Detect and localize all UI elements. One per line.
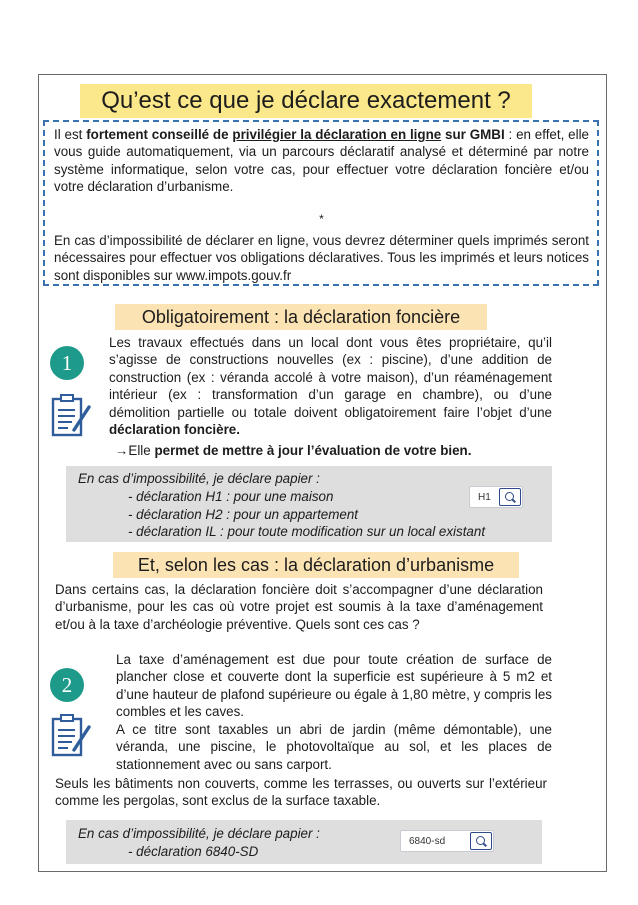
clipboard-icon (50, 714, 94, 760)
section2-paragraph-1: La taxe d’aménagement est due pour toute création de surface de plancher close et couverte dont la superficie est supérieure à 5 m2 et d’une hauteur de plafond supérieure ou égale à 1,80 mètre, y compris les combles et les caves. (116, 652, 552, 720)
arrow-icon: → (115, 443, 129, 458)
step-1-badge: 1 (50, 346, 84, 380)
intro-emphasis: fortement conseillé de (86, 127, 233, 142)
section1-consequence-text: Elle (128, 443, 155, 458)
section1-consequence (115, 442, 471, 459)
intro-separator: * (319, 212, 324, 226)
search-field-h1[interactable] (469, 486, 523, 508)
paper-item: - déclaration IL : pour toute modification sur un local existant (128, 524, 486, 539)
search-field-value: 6840-sd (409, 836, 446, 847)
search-button[interactable] (470, 832, 492, 850)
section1-text-bold: déclaration foncière. (109, 422, 240, 438)
section1-heading: Obligatoirement : la déclaration foncière (141, 307, 461, 327)
intro-text: Il est (54, 127, 87, 142)
intro-text-rest: : en effet, elle vous guide automatiquement, via un parcours déclaratif analysé et déterminé par notre système informatique, selon votre cas, pour effectuer votre déclaration foncière et/ou votre déclaration d’urbanisme. (54, 127, 589, 195)
section2-intro: Dans certains cas, la déclaration foncière doit s’accompagner d’une déclaration d’urbanisme, pour les cas où votre projet est soumis à la taxe d’aménagement et/ou à la taxe d’archéologie préventive. Quels sont ces cas ? (55, 582, 543, 632)
search-field-value: H1 (478, 492, 491, 503)
intro-gmbi: sur GMBI (441, 127, 505, 142)
intro-paragraph (54, 126, 589, 196)
section2-paragraph-2: A ce titre sont taxables un abri de jardin (même démontable), une véranda, une piscine, le photovoltaïque au sol, et les places de stationnement avec ou sans carport. (116, 722, 552, 772)
paper-item: - déclaration H1 : pour une maison (128, 489, 334, 504)
section1-text-body: Les travaux effectués dans un local dont vous êtes propriétaire, qu’il s’agisse de constructions nouvelles (ex : piscine), d’une addition de construction (ex : véranda accolé à votre maison), d’un réaménagement intérieur (ex : transformation d’un garage en chambre), ou d’une démolition partielle ou totale doivent obligatoirement faire l’objet d’une (109, 335, 552, 420)
page-title: Qu’est ce que je déclare exactement ? (101, 87, 511, 114)
clipboard-icon (50, 394, 94, 440)
section1-consequence-bold: permet de mettre à jour l’évaluation de votre bien. (154, 443, 472, 458)
step-2-badge: 2 (50, 668, 84, 702)
section2-paragraph-3: Seuls les bâtiments non couverts, comme les terrasses, ou ouverts sur l’extérieur comme les pergolas, sont exclus de la surface taxable. (55, 776, 547, 809)
search-field-6840sd[interactable] (400, 830, 494, 852)
search-button[interactable] (499, 488, 521, 506)
paper-item: - déclaration H2 : pour un appartement (128, 507, 359, 522)
paper-intro-2: En cas d’impossibilité, je déclare papier : (78, 826, 320, 841)
section1-text (109, 334, 552, 438)
paper-item: - déclaration 6840-SD (128, 844, 259, 859)
intro-underline: privilégier la déclaration en ligne (232, 127, 442, 142)
intro-paragraph-2: En cas d’impossibilité de déclarer en ligne, vous devrez déterminer quels imprimés seront nécessaires pour effectuer vos obligations déclaratives. Tous les imprimés et leurs notices sont disponibles sur www.impots.gouv.fr (54, 233, 589, 283)
section2-heading: Et, selon les cas : la déclaration d’urbanisme (137, 555, 495, 575)
paper-intro-1: En cas d’impossibilité, je déclare papier : (78, 471, 320, 486)
